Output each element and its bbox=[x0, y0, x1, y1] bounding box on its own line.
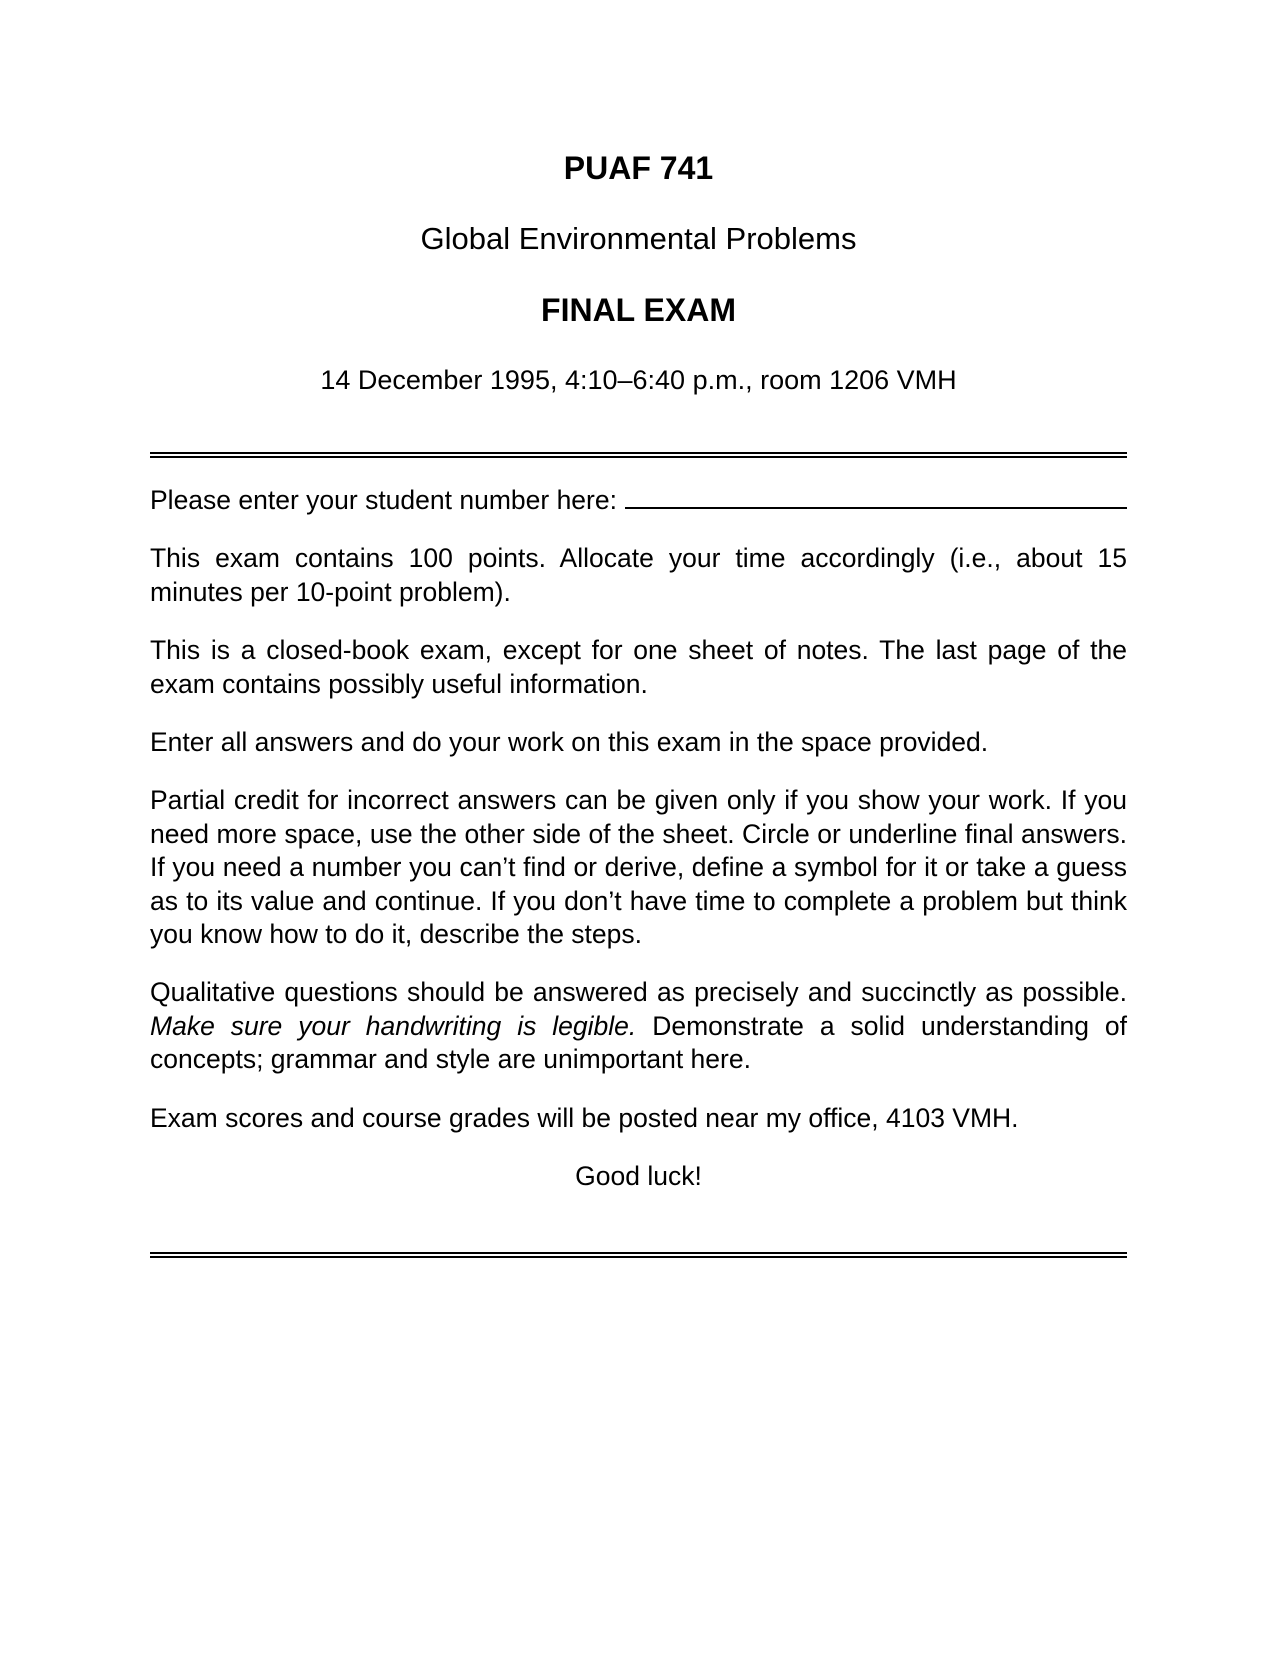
answer-space-instruction: Enter all answers and do your work on this exam in the space provided. bbox=[150, 727, 989, 758]
bottom-double-rule bbox=[150, 1252, 1127, 1258]
partial-credit-instruction: Partial credit for incorrect answers can be given only if you show your work. If you need more space, use the other side of the sheet. Circle or underline final answers. If you need a number you can’t find or derive, define a symbol for it or take a guess as to its value and continue. If you don’t have time to complete a problem but think you know how to do it, describe the steps. bbox=[150, 785, 1127, 950]
good-luck-text: Good luck! bbox=[575, 1161, 702, 1192]
qualitative-text-2: Demonstrate a solid understanding of concepts; grammar and style are unimportant here. bbox=[150, 1010, 1127, 1075]
points-instruction: This exam contains 100 points. Allocate your time accordingly (i.e., about 15 minutes per 10-point problem). bbox=[150, 543, 1127, 607]
handwriting-emphasis: Make sure your handwriting is legible. bbox=[150, 1010, 637, 1041]
exam-details: 14 December 1995, 4:10–6:40 p.m., room 1206 VMH bbox=[320, 365, 957, 395]
student-number-row bbox=[150, 483, 1127, 517]
student-number-blank[interactable] bbox=[625, 483, 1127, 509]
exam-title: FINAL EXAM bbox=[541, 292, 736, 328]
qualitative-instruction bbox=[150, 976, 1127, 1076]
top-double-rule bbox=[150, 452, 1127, 458]
qualitative-text-1: Qualitative questions should be answered as precisely and succinctly as possible. bbox=[150, 977, 1127, 1008]
student-number-label: Please enter your student number here: bbox=[150, 485, 617, 515]
course-code: PUAF 741 bbox=[563, 150, 714, 186]
instructions-section bbox=[150, 483, 1127, 1219]
course-title: Global Environmental Problems bbox=[420, 221, 857, 256]
scores-instruction: Exam scores and course grades will be posted near my office, 4103 VMH. bbox=[150, 1102, 1019, 1133]
closed-book-instruction: This is a closed-book exam, except for one sheet of notes. The last page of the exam contains possibly useful information. bbox=[150, 635, 1127, 699]
